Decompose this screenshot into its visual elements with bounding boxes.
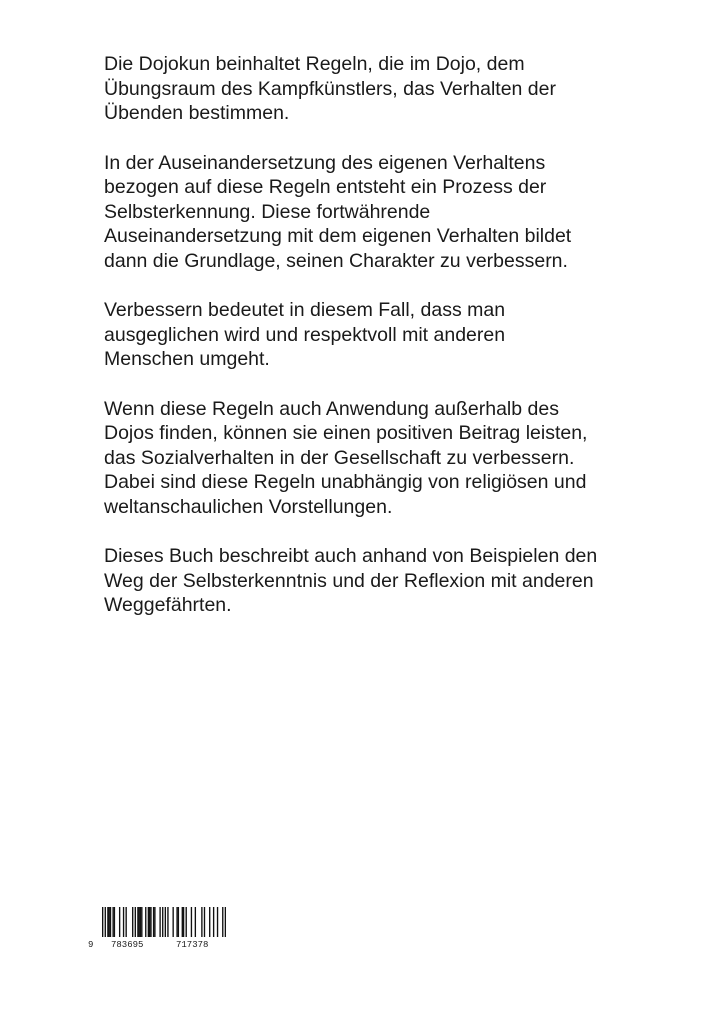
paragraph-2 [104,151,664,274]
text-line: Weggefährten. [104,594,232,616]
barcode-bar [204,907,205,937]
barcode-bar [222,907,223,937]
text-line: Verbessern bedeutet in diesem Fall, dass man [104,299,506,321]
text-line: Die Dojokun beinhaltet Regeln, die im Dojo, dem [104,53,525,75]
text-line: Selbsterkennung. Diese fortwährende [104,200,431,223]
text-line: Dabei sind diese Regeln unabhängig von religiösen und [104,471,587,493]
barcode-bar [119,907,120,937]
barcode-bar [109,907,110,937]
text-line: In der Auseinandersetzung des eigenen Verhaltens [104,151,546,174]
barcode-bar [110,907,111,937]
barcode-bar [140,907,141,937]
barcode-bar [102,907,103,937]
text-line: Übenden bestimmen. [104,102,290,124]
paragraph-4 [104,397,664,520]
barcode-bar [186,907,187,937]
text-line: das Sozialverhalten in der Gesellschaft zu verbessern. [104,446,575,469]
barcode-bar [191,907,192,937]
text-line: ausgeglichen wird und respektvoll mit anderen [104,323,506,346]
barcode-digits [88,940,228,990]
barcode-bar [182,907,183,937]
text-line: Menschen umgeht. [104,348,270,370]
barcode-bar [162,907,163,937]
barcode-first-digit: 9 [88,940,94,950]
paragraph-5 [104,544,664,618]
barcode-bars [102,907,226,937]
barcode-bar [150,907,151,937]
barcode-bar [145,907,146,937]
barcode-bar [148,907,149,937]
text-line: Weg der Selbsterkenntnis und der Reflexion mit anderen [104,569,594,592]
isbn-barcode [88,907,228,957]
barcode-bar [132,907,133,937]
barcode-bar [112,907,113,937]
text-line: Wenn diese Regeln auch Anwendung außerhalb des [104,397,559,420]
barcode-bar [125,907,126,937]
barcode-bar [195,907,196,937]
barcode-bar [209,907,210,937]
barcode-bar [183,907,184,937]
paragraph-1 [104,52,664,126]
barcode-bar [139,907,140,937]
text-line: Übungsraum des Kampfkünstlers, das Verhalten der [104,77,556,100]
text-line: weltanschaulichen Vorstellungen. [104,495,393,518]
barcode-bar [225,907,226,937]
barcode-bar [176,907,177,937]
blurb-text [104,52,664,643]
text-line: Auseinandersetzung mit dem eigenen Verhalten bildet [104,225,572,247]
barcode-bar [114,907,115,937]
barcode-right-group: 717378 [176,940,209,950]
text-line: Dieses Buch beschreibt auch anhand von Beispielen den [104,545,598,567]
barcode-bar [107,907,108,937]
barcode-bar [135,907,136,937]
text-line: Dojos finden, können sie einen positiven Beitrag leisten, [104,422,588,444]
barcode-bar [141,907,142,937]
barcode-left-group: 783695 [111,940,144,950]
barcode-bar [172,907,173,937]
barcode-bar [137,907,138,937]
paragraph-3 [104,298,664,372]
barcode-bar [217,907,218,937]
barcode-bar [178,907,179,937]
barcode-bar [201,907,202,937]
text-line: bezogen auf diese Regeln entsteht ein Prozess der [104,176,547,198]
barcode-bar [123,907,124,937]
barcode-bar [105,907,106,937]
text-line: dann die Grundlage, seinen Charakter zu verbessern. [104,249,568,272]
barcode-bar [153,907,154,937]
barcode-bar [154,907,155,937]
barcode-bar [213,907,214,937]
barcode-bar [165,907,166,937]
barcode-bar [159,907,160,937]
barcode-bar [149,907,150,937]
barcode-bar [167,907,168,937]
